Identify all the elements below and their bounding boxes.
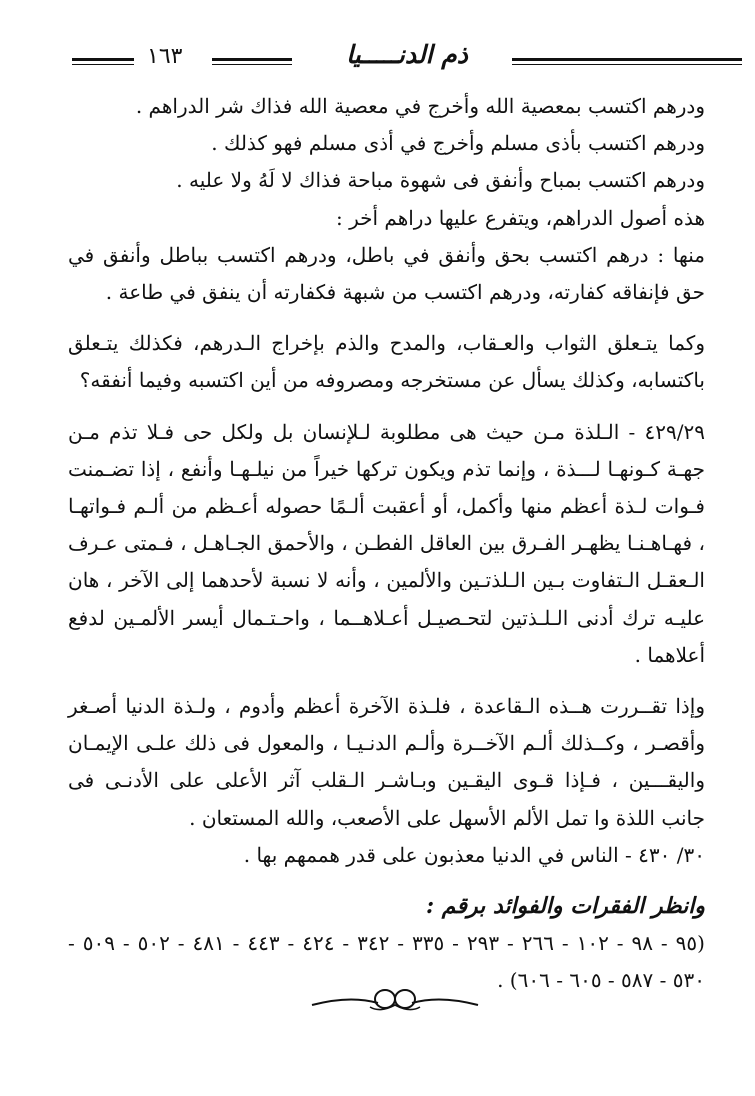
page-number: ١٦٣ xyxy=(147,44,183,69)
references-list: (٩٥ - ٩٨ - ١٠٢ - ٢٦٦ - ٢٩٣ - ٣٣٥ - ٣٤٢ - ٤٢٤ - ٤٤٣ - ٤٨١ - ٥٠٢ - ٥٠٩ - ٥٣٠ - ٥٨٧ - ٦٠٥ - ٦٠٦) . xyxy=(68,931,705,993)
paragraph: ودرهم اكتسب بأذى مسلم وأخرج في أذى مسلم فهو كذلك . xyxy=(211,131,705,156)
paragraph: ودرهم اكتسب بمباح وأنفق فى شهوة مباحة فذاك لا لَهُ ولا عليه . xyxy=(176,168,705,193)
paragraph-429: ٤٢٩/٢٩ - الـلذة مـن حيث هى مطلوبة لـلإنسان بل ولكل حى فـلا تذم مـن جهـة كـونهـا لـــذة ، وإنما تذم ويكون تركها خيراً من نيلـهـا وأنفع ، إذا تضـمنت فـوات لـذة أعظم منها وأكمل، أو أعقبت ألـمًا حصوله أعـظم من ألـم فـواتهـا ، فهـاهـنـا يظهـر الفـرق بين العاقل الفطـن ، والأحمق الجـاهـل ، فـمتى عـرف الـعقـل الـتفاوت بـين الـلذتـين والألمين ، وأنه لا نسبة لأحدهما إلى الآخر ، هان عليـه ترك أدنى الـلـذتين لتحـصيـل أعـلاهــما ، واحـتـمال أيسر الألمـين لدفع أعلاهما . xyxy=(68,419,706,667)
page-header xyxy=(62,40,710,80)
header-rule-middle xyxy=(212,58,292,65)
header-rule-left xyxy=(72,58,134,65)
references-heading: وانظر الفقرات والفوائد برقم : xyxy=(426,893,705,920)
paragraph-430: ٣٠/ ٤٣٠ - الناس في الدنيا معذبون على قدر هممهم بها . xyxy=(243,842,705,867)
paragraph: منها : درهم اكتسب بحق وأنفق في باطل، ودرهم اكتسب بباطل وأنفق في حق فإنفاقه كفارته، ودرهم اكتسب من شبهة فكفارته أن ينفق في طاعة . xyxy=(68,242,705,305)
header-rule-right xyxy=(512,58,742,65)
paragraph: ودرهم اكتسب بمعصية الله وأخرج في معصية الله فذاك شر الدراهم . xyxy=(135,94,705,118)
paragraph: وإذا تقــررت هــذه الـقاعدة ، فلـذة الآخرة أعظم وأدوم ، ولـذة الدنيا أصـغر وأقصـر ، وكــذلك ألـم الآخــرة وألـم الدنـيـا ، والمعول فى ذلك علـى الإيمـان واليقـــين ، فـإذا قـوى اليقـين وبـاشـر الـقلب آثر الأعلى على الأدنـى فى جانب اللذة وا تمل الألم الأسهل على الأصعب، والله المستعان . xyxy=(68,694,705,830)
running-title: ذم الدنـــــيا xyxy=(346,40,468,69)
page-body xyxy=(68,88,705,1000)
end-ornament-icon xyxy=(310,985,480,1015)
paragraph: هذه أصول الدراهم، ويتفرع عليها دراهم أخر : xyxy=(335,205,705,230)
paragraph: وكما يتـعلق الثواب والعـقاب، والمدح والذم بإخراج الـدرهم، فكذلك يتـعلق باكتسابه، وكذلك يسأل عن مستخرجه ومصروفه من أين اكتسبه وفيما أنفقه؟ xyxy=(68,331,705,393)
